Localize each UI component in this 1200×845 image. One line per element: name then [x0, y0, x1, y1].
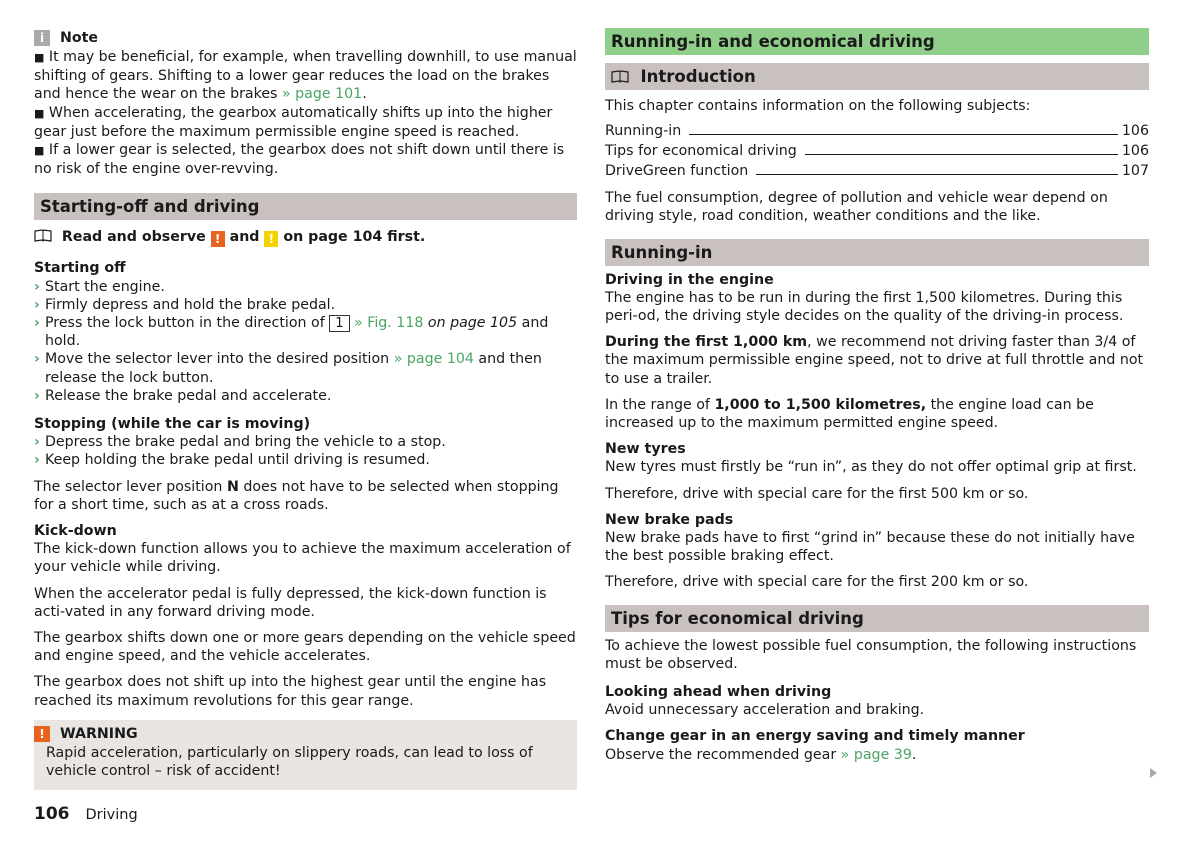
intro-text: This chapter contains information on the following subjects: — [605, 98, 1031, 114]
arrow-right-icon: › — [34, 315, 40, 332]
kick-paragraph-2: When the accelerator pedal is fully depressed, the kick-down function is acti-vated in any forward driving mode. — [34, 585, 547, 620]
arrow-right-icon: › — [34, 452, 40, 469]
arrow-right-icon: › — [34, 351, 40, 368]
page-link[interactable]: » page 104 — [393, 351, 474, 368]
note-title: Note — [60, 30, 99, 46]
selector-paragraph: The selector lever position N does not have to be selected when stopping for a short time, such as at a cross roads. — [34, 478, 559, 513]
list-item: › Firmly depress and hold the brake pedal. — [34, 296, 336, 313]
arrow-right-icon: › — [34, 387, 40, 404]
chapter-name: Driving — [85, 807, 138, 823]
warning-box — [34, 720, 577, 790]
figure-callout: 1 — [329, 315, 349, 332]
page-footer — [34, 804, 138, 824]
warning-text: Rapid acceleration, particularly on slippery roads, can lead to loss of vehicle control – risk of accident! — [46, 744, 533, 780]
toc-row[interactable]: Tips for economical driving 106 — [605, 143, 1149, 160]
book-icon — [611, 70, 629, 83]
kick-paragraph-1: The kick-down function allows you to achieve the maximum acceleration of your vehicle while driving. — [34, 541, 571, 576]
right-column — [605, 28, 1149, 764]
chapter-header: Running-in and economical driving — [605, 28, 1149, 55]
info-icon: i — [34, 30, 50, 46]
tips-paragraph: To achieve the lowest possible fuel consumption, the following instructions must be observed. — [605, 637, 1137, 672]
subheading-driving-in: Driving in the engine — [605, 271, 774, 288]
note-bullet-3: ■ If a lower gear is selected, the gearbox does not shift down until there is no risk of the engine over-revving. — [34, 142, 565, 178]
warning-title: WARNING — [60, 725, 138, 742]
figure-link[interactable]: » Fig. 118 — [354, 315, 424, 332]
left-column — [34, 28, 577, 790]
warning-icon: ! — [34, 726, 50, 742]
kick-paragraph-3: The gearbox shifts down one or more gears depending on the vehicle speed and engine speed, and the vehicle accelerates. — [34, 630, 576, 665]
section-header-starting-off: Starting-off and driving — [34, 193, 577, 220]
fuel-paragraph: The fuel consumption, degree of pollution and vehicle wear depend on driving style, road condition, weather conditions and the like. — [605, 190, 1108, 225]
next-page-icon[interactable] — [1150, 768, 1157, 778]
toc-row[interactable]: DriveGreen function 107 — [605, 163, 1149, 180]
subheading-kick-down: Kick-down — [34, 523, 117, 540]
list-item: › Keep holding the brake pedal until driving is resumed. — [34, 452, 430, 469]
arrow-right-icon: › — [34, 278, 40, 295]
read-observe-line: Read and observe ! and ! on page 104 first. — [34, 228, 577, 247]
page-link[interactable]: » page 101 — [281, 86, 363, 103]
section-header-running-in: Running-in — [605, 239, 1149, 266]
section-header-tips: Tips for economical driving — [605, 605, 1149, 632]
arrow-right-icon: › — [34, 296, 40, 313]
tyres-paragraph-2: Therefore, drive with special care for the first 500 km or so. — [605, 485, 1029, 502]
caution-icon: ! — [264, 231, 278, 247]
subheading-stopping: Stopping (while the car is moving) — [34, 416, 311, 433]
subheading-looking-ahead: Looking ahead when driving — [605, 684, 832, 701]
first-1000-paragraph: During the first 1,000 km, we recommend not driving faster than 3/4 of the maximum permissible engine speed, not to drive at full throttle and not to use a trailer. — [605, 334, 1144, 387]
subheading-change-gear: Change gear in an energy saving and timely manner — [605, 728, 1025, 745]
warning-icon: ! — [211, 231, 225, 247]
book-icon — [34, 229, 52, 242]
list-item: › Move the selector lever into the desired position » page 104 and then release the lock button. — [34, 351, 542, 386]
note-bullet-1: ■ It may be beneficial, for example, when travelling downhill, to use manual shifting of gears. Shifting to a lower gear reduces the load on the brakes and hence the wear on the brakes » page 101. — [34, 49, 577, 103]
look-paragraph: Avoid unnecessary acceleration and braking. — [605, 702, 925, 719]
arrow-right-icon: › — [34, 434, 40, 451]
list-item: › Press the lock button in the direction of 1 » Fig. 118 on page 105 and hold. — [34, 315, 549, 350]
engine-paragraph: The engine has to be run in during the first 1,500 kilometres. During this peri-od, the driving style decides on the quality of the driving-in process. — [605, 289, 1124, 325]
gear-paragraph: Observe the recommended gear » page 39. — [605, 746, 917, 763]
list-item: › Start the engine. — [34, 278, 165, 295]
subheading-new-tyres: New tyres — [605, 441, 686, 458]
range-paragraph: In the range of 1,000 to 1,500 kilometres, the engine load can be increased up to the maximum permitted engine speed. — [605, 396, 1094, 432]
kick-paragraph-4: The gearbox does not shift up into the highest gear until the engine has reached its maximum revolutions for this gear range. — [34, 674, 547, 709]
toc-row[interactable]: Running-in 106 — [605, 123, 1149, 140]
page-number: 106 — [34, 804, 70, 824]
pads-paragraph: New brake pads have to first “grind in” because these do not initially have the best possible braking effect. — [605, 530, 1135, 565]
page-link[interactable]: » page 39 — [840, 746, 912, 763]
tyres-paragraph: New tyres must firstly be “run in”, as they do not offer optimal grip at first. — [605, 459, 1137, 476]
subheading-starting-off: Starting off — [34, 260, 126, 277]
note-header — [34, 28, 577, 48]
pads-paragraph-2: Therefore, drive with special care for the first 200 km or so. — [605, 574, 1029, 591]
subheading-brake-pads: New brake pads — [605, 511, 734, 528]
note-bullet-2: ■ When accelerating, the gearbox automatically shifts up into the higher gear just before the maximum permissible engine speed is reached. — [34, 104, 553, 140]
section-header-introduction: Introduction — [605, 63, 1149, 90]
list-item: › Release the brake pedal and accelerate. — [34, 387, 332, 404]
list-item: › Depress the brake pedal and bring the vehicle to a stop. — [34, 434, 446, 451]
